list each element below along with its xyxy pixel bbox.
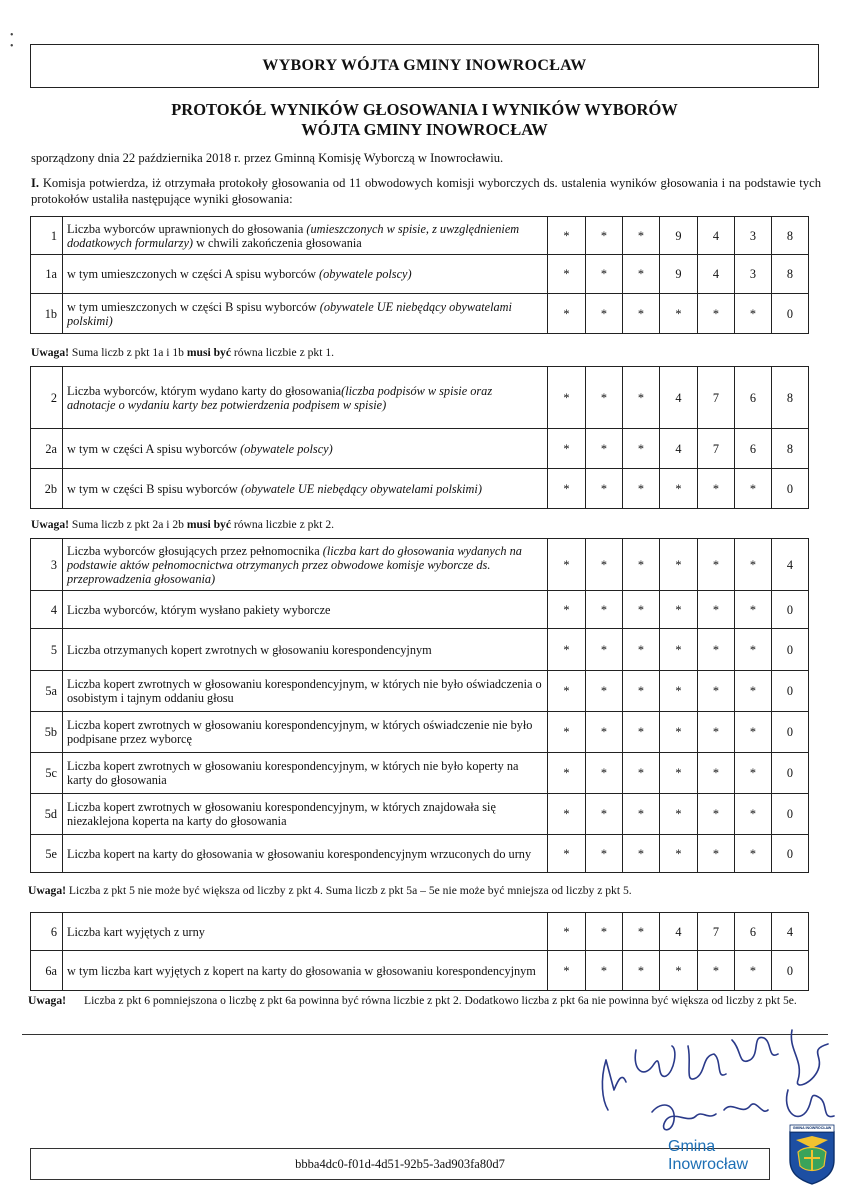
digit-cell: 9 xyxy=(660,255,698,294)
digit-cell: * xyxy=(623,794,660,835)
results-table-group-2 xyxy=(30,366,809,509)
row-number: 1b xyxy=(31,294,63,334)
crest-lettering: GMINA INOWROCŁAW xyxy=(792,1126,832,1130)
digit-cell: * xyxy=(548,255,586,294)
digit-cell: * xyxy=(623,469,660,509)
table-row xyxy=(31,913,809,951)
description-text: w tym w części A spisu wyborców xyxy=(67,441,241,456)
row-number: 6 xyxy=(31,913,63,951)
digit-cell: * xyxy=(698,712,735,753)
digit-cell: * xyxy=(735,591,772,629)
digit-cell: * xyxy=(623,294,660,334)
document-hash-box xyxy=(30,1148,770,1180)
section-one-intro xyxy=(31,175,821,207)
digit-cell: 8 xyxy=(772,255,809,294)
digit-cell: 3 xyxy=(735,217,772,255)
row-description xyxy=(63,712,548,753)
table-row xyxy=(31,539,809,591)
digit-cell: * xyxy=(586,671,623,712)
digit-cell: * xyxy=(548,913,586,951)
table-row xyxy=(31,217,809,255)
digit-cell: 7 xyxy=(698,367,735,429)
digit-cell: * xyxy=(735,712,772,753)
row-number: 1a xyxy=(31,255,63,294)
digit-cell: * xyxy=(548,753,586,794)
description-text: Liczba kart wyjętych z urny xyxy=(67,924,205,939)
table-row xyxy=(31,469,809,509)
digit-cell: 4 xyxy=(772,539,809,591)
drafted-statement: sporządzony dnia 22 października 2018 r. przez Gminną Komisję Wyborczą w Inowrocławiu. xyxy=(31,151,504,165)
digit-cell: * xyxy=(548,367,586,429)
digit-cell: * xyxy=(660,294,698,334)
digit-cell: * xyxy=(586,794,623,835)
results-table-group-4 xyxy=(30,912,809,991)
digit-cell: * xyxy=(623,629,660,671)
digit-cell: * xyxy=(548,835,586,873)
protocol-heading-line2: WÓJTA GMINY INOWROCŁAW xyxy=(301,120,548,139)
digit-cell: * xyxy=(698,539,735,591)
row-description xyxy=(63,629,548,671)
digit-cell: 4 xyxy=(772,913,809,951)
results-table-group-3 xyxy=(30,538,809,873)
digit-cell: * xyxy=(698,629,735,671)
digit-cell: * xyxy=(623,835,660,873)
description-italic: (obywatele polscy) xyxy=(240,441,333,456)
gmina-crest-icon xyxy=(786,1122,838,1186)
table-row xyxy=(31,712,809,753)
digit-cell: * xyxy=(586,951,623,991)
digit-cell: * xyxy=(623,539,660,591)
digit-cell: 6 xyxy=(735,367,772,429)
digit-cell: * xyxy=(698,671,735,712)
digit-cell: * xyxy=(698,835,735,873)
row-number: 5b xyxy=(31,712,63,753)
note-group-2: Uwaga! Suma liczb z pkt 2a i 2b musi być równa liczbie z pkt 2. xyxy=(31,518,335,531)
digit-cell: * xyxy=(586,913,623,951)
description-text: Liczba otrzymanych kopert zwrotnych w głosowaniu korespondencyjnym xyxy=(67,642,432,657)
row-description xyxy=(63,217,548,255)
note-group-3: Uwaga! Liczba z pkt 5 nie może być większa od liczby z pkt 4. Suma liczb z pkt 5a – 5e nie może być mniejsza od liczby z pkt 5. xyxy=(28,884,632,897)
gmina-brand-text xyxy=(668,1138,748,1174)
row-number: 5c xyxy=(31,753,63,794)
digit-cell: * xyxy=(660,671,698,712)
description-tail: w chwili zakończenia głosowania xyxy=(193,235,362,250)
digit-cell: 4 xyxy=(698,255,735,294)
digit-cell: * xyxy=(660,794,698,835)
description-text: Liczba kopert zwrotnych w głosowaniu korespondencyjnym, w których nie było oświadczenia o osobistym i tajnym oddaniu głosu xyxy=(67,677,542,705)
row-description xyxy=(63,469,548,509)
digit-cell: 9 xyxy=(660,217,698,255)
digit-cell: * xyxy=(735,835,772,873)
table-row xyxy=(31,591,809,629)
digit-cell: * xyxy=(623,591,660,629)
description-text: w tym liczba kart wyjętych z kopert na karty do głosowania w głosowaniu korespondencyjnym xyxy=(67,963,536,978)
digit-cell: * xyxy=(698,294,735,334)
digit-cell: * xyxy=(548,294,586,334)
digit-cell: * xyxy=(548,469,586,509)
digit-cell: * xyxy=(735,294,772,334)
brand-line-1: Gmina xyxy=(668,1138,716,1155)
digit-cell: 0 xyxy=(772,591,809,629)
table-row xyxy=(31,835,809,873)
protocol-heading-line1: PROTOKÓŁ WYNIKÓW GŁOSOWANIA I WYNIKÓW WYBORÓW xyxy=(171,100,678,119)
digit-cell: * xyxy=(660,469,698,509)
digit-cell: 4 xyxy=(698,217,735,255)
digit-cell: * xyxy=(735,629,772,671)
table-row xyxy=(31,294,809,334)
digit-cell: 4 xyxy=(660,913,698,951)
row-number: 5d xyxy=(31,794,63,835)
description-text: Liczba wyborców, którym wysłano pakiety wyborcze xyxy=(67,602,331,617)
table-row xyxy=(31,951,809,991)
digit-cell: * xyxy=(548,429,586,469)
description-text: Liczba wyborców, którym wydano karty do głosowania xyxy=(67,383,342,398)
digit-cell: 0 xyxy=(772,712,809,753)
row-description xyxy=(63,671,548,712)
brand-line-2: Inowrocław xyxy=(668,1156,749,1173)
digit-cell: * xyxy=(735,753,772,794)
digit-cell: 0 xyxy=(772,469,809,509)
description-italic: (liczba kart do głosowania wydanych na podstawie aktów pełnomocnictwa otrzymanych przez obwodowe komisje wyborcze ds. przeprowadzenia głosowania) xyxy=(67,543,522,586)
digit-cell: * xyxy=(586,367,623,429)
digit-cell: * xyxy=(623,255,660,294)
digit-cell: 8 xyxy=(772,429,809,469)
row-number: 4 xyxy=(31,591,63,629)
description-italic: (liczba podpisów w spisie oraz adnotacje o wydaniu karty bez potwierdzenia podpisem w spisie) xyxy=(67,383,493,412)
note-group-4: Uwaga! Liczba z pkt 6 pomniejszona o liczbę z pkt 6a powinna być równa liczbie z pkt 2. Dodatkowo liczba z pkt 6a nie powinna być większa od liczby z pkt 5e. xyxy=(28,994,797,1007)
row-description xyxy=(63,255,548,294)
digit-cell: 0 xyxy=(772,294,809,334)
row-number: 2b xyxy=(31,469,63,509)
digit-cell: * xyxy=(586,539,623,591)
digit-cell: * xyxy=(623,671,660,712)
table-row xyxy=(31,255,809,294)
digit-cell: * xyxy=(548,629,586,671)
digit-cell: 0 xyxy=(772,794,809,835)
digit-cell: 0 xyxy=(772,753,809,794)
row-description xyxy=(63,367,548,429)
digit-cell: * xyxy=(698,591,735,629)
digit-cell: * xyxy=(586,429,623,469)
digit-cell: * xyxy=(586,217,623,255)
digit-cell: * xyxy=(586,629,623,671)
row-number: 3 xyxy=(31,539,63,591)
description-text: Liczba wyborców uprawnionych do głosowania xyxy=(67,221,307,236)
digit-cell: * xyxy=(586,591,623,629)
digit-cell: * xyxy=(548,671,586,712)
digit-cell: * xyxy=(548,591,586,629)
digit-cell: * xyxy=(660,951,698,991)
row-description xyxy=(63,794,548,835)
description-italic: (obywatele polscy) xyxy=(319,267,412,281)
description-italic: (obywatele UE niebędący obywatelami polskimi) xyxy=(67,299,512,328)
row-description xyxy=(63,951,548,991)
digit-cell: * xyxy=(735,469,772,509)
row-description xyxy=(63,913,548,951)
digit-cell: * xyxy=(660,835,698,873)
row-number: 2a xyxy=(31,429,63,469)
description-text: w tym w części B spisu wyborców xyxy=(67,481,241,496)
table-row xyxy=(31,671,809,712)
description-text: Liczba kopert zwrotnych w głosowaniu korespondencyjnym, w których znajdowała się niezaklejona koperta na karty do głosowania xyxy=(67,800,496,828)
digit-cell: * xyxy=(660,629,698,671)
table-row xyxy=(31,629,809,671)
table-row xyxy=(31,367,809,429)
digit-cell: * xyxy=(548,794,586,835)
description-text: w tym umieszczonych w części B spisu wyborców xyxy=(67,299,320,314)
digit-cell: * xyxy=(623,951,660,991)
digit-cell: * xyxy=(586,255,623,294)
digit-cell: * xyxy=(586,469,623,509)
table-row xyxy=(31,794,809,835)
digit-cell: 7 xyxy=(698,429,735,469)
table-row xyxy=(31,429,809,469)
digit-cell: * xyxy=(548,217,586,255)
digit-cell: 4 xyxy=(660,429,698,469)
digit-cell: 6 xyxy=(735,429,772,469)
description-text: w tym umieszczonych w części A spisu wyborców xyxy=(67,267,320,281)
digit-cell: 0 xyxy=(772,629,809,671)
digit-cell: 0 xyxy=(772,671,809,712)
digit-cell: * xyxy=(586,753,623,794)
digit-cell: * xyxy=(623,913,660,951)
digit-cell: * xyxy=(623,753,660,794)
digit-cell: * xyxy=(548,951,586,991)
digit-cell: * xyxy=(735,951,772,991)
row-description xyxy=(63,429,548,469)
row-description xyxy=(63,294,548,334)
digit-cell: * xyxy=(698,951,735,991)
digit-cell: * xyxy=(548,712,586,753)
row-description xyxy=(63,539,548,591)
digit-cell: * xyxy=(735,539,772,591)
scan-marks: • • xyxy=(10,30,14,52)
digit-cell: * xyxy=(586,835,623,873)
row-description xyxy=(63,753,548,794)
digit-cell: * xyxy=(660,712,698,753)
row-description xyxy=(63,591,548,629)
digit-cell: 8 xyxy=(772,367,809,429)
row-number: 2 xyxy=(31,367,63,429)
description-text: Liczba kopert zwrotnych w głosowaniu korespondencyjnym, w których oświadczenie nie było podpisane przez wyborcę xyxy=(67,718,533,746)
digit-cell: 3 xyxy=(735,255,772,294)
digit-cell: * xyxy=(698,753,735,794)
note-group-1: Uwaga! Suma liczb z pkt 1a i 1b musi być równa liczbie z pkt 1. xyxy=(31,346,335,359)
digit-cell: * xyxy=(660,753,698,794)
digit-cell: 0 xyxy=(772,951,809,991)
digit-cell: * xyxy=(698,794,735,835)
section-marker: I. xyxy=(31,176,40,190)
row-description xyxy=(63,835,548,873)
row-number: 5a xyxy=(31,671,63,712)
document-frame-title: WYBORY WÓJTA GMINY INOWROCŁAW xyxy=(30,44,819,88)
digit-cell: * xyxy=(623,429,660,469)
description-text: Liczba wyborców głosujących przez pełnomocnika xyxy=(67,543,323,558)
digit-cell: 8 xyxy=(772,217,809,255)
description-italic: (umieszczonych w spisie, z uwzględnieniem dodatkowych formularzy) xyxy=(67,221,520,250)
results-table-group-1 xyxy=(30,216,809,334)
digit-cell: * xyxy=(623,217,660,255)
digit-cell: * xyxy=(660,591,698,629)
digit-cell: * xyxy=(586,294,623,334)
document-hash: bbba4dc0-f01d-4d51-92b5-3ad903fa80d7 xyxy=(295,1156,505,1171)
digit-cell: * xyxy=(586,712,623,753)
digit-cell: * xyxy=(735,794,772,835)
digit-cell: 7 xyxy=(698,913,735,951)
digit-cell: * xyxy=(735,671,772,712)
description-italic: (obywatele UE niebędący obywatelami polskimi) xyxy=(240,481,482,496)
table-row xyxy=(31,753,809,794)
digit-cell: 4 xyxy=(660,367,698,429)
row-number: 1 xyxy=(31,217,63,255)
digit-cell: 6 xyxy=(735,913,772,951)
digit-cell: * xyxy=(623,712,660,753)
row-number: 6a xyxy=(31,951,63,991)
digit-cell: * xyxy=(623,367,660,429)
row-number: 5 xyxy=(31,629,63,671)
description-text: Liczba kopert zwrotnych w głosowaniu korespondencyjnym, w których nie było koperty na karty do głosowania xyxy=(67,759,519,787)
digit-cell: * xyxy=(548,539,586,591)
description-text: Liczba kopert na karty do głosowania w głosowaniu korespondencyjnym wrzuconych do urny xyxy=(67,846,532,861)
section-one-text: Komisja potwierdza, iż otrzymała protokoły głosowania od 11 obwodowych komisji wyborczych ds. ustalenia wyników głosowania i na podstawie tych protokołów ustaliła następujące wyniki głosowania: xyxy=(31,176,821,206)
row-number: 5e xyxy=(31,835,63,873)
digit-cell: * xyxy=(660,539,698,591)
digit-cell: 0 xyxy=(772,835,809,873)
digit-cell: * xyxy=(698,469,735,509)
